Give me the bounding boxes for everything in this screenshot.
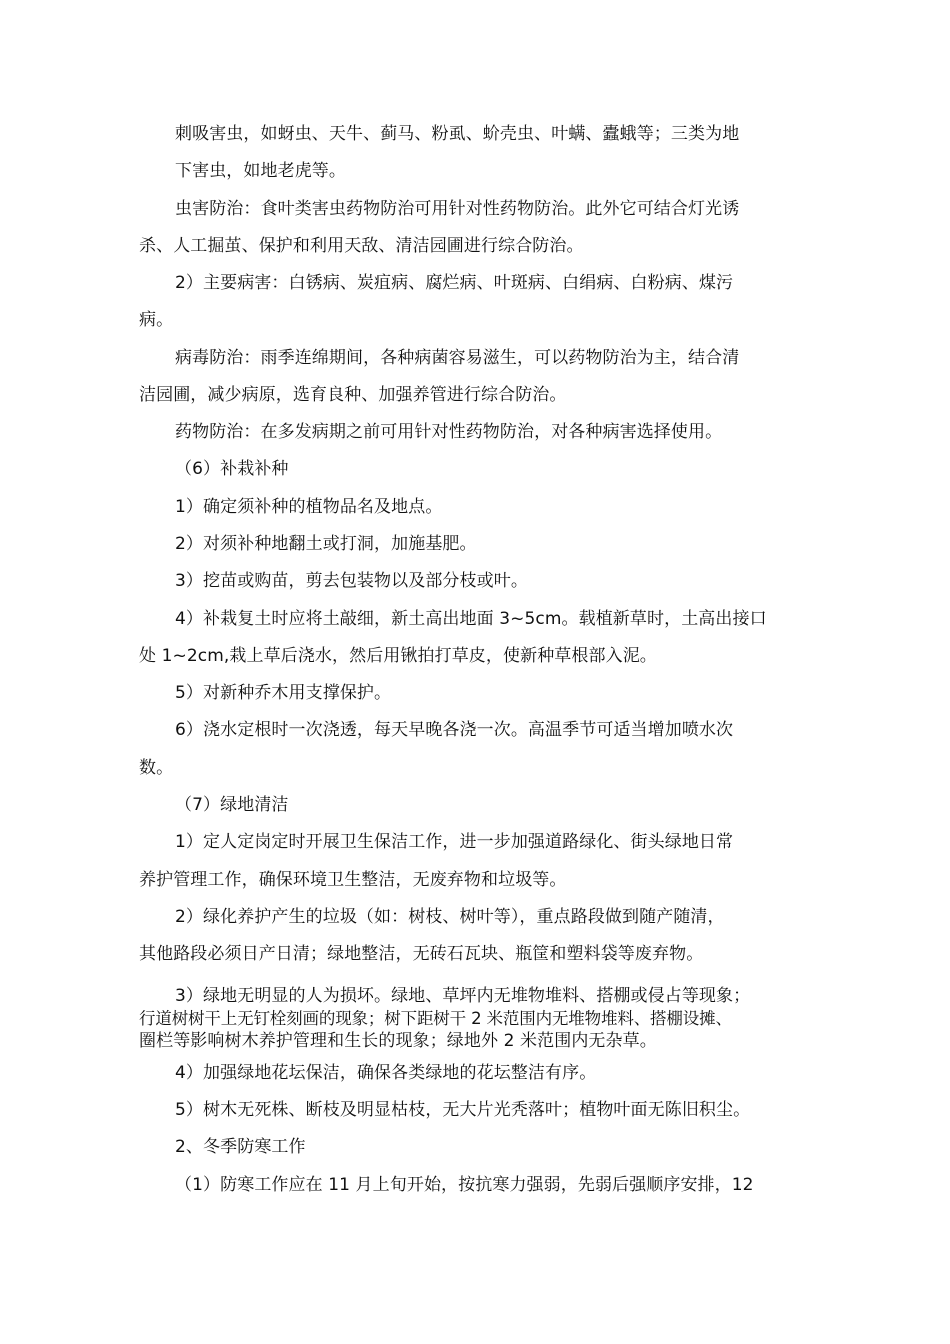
text-line: 处 1~2cm,栽上草后浇水，然后用锹拍打草皮，使新种草根部入泥。 [139,646,657,666]
text-line: 2）绿化养护产生的垃圾（如：树枝、树叶等），重点路段做到随产随清， [175,907,725,927]
text-line: 圈栏等影响树木养护管理和生长的现象；绿地外 2 米范围内无杂草。 [139,1031,657,1051]
text-line: 1）确定须补种的植物品名及地点。 [175,497,443,517]
text-line: 4）补栽复土时应将土敲细，新土高出地面 3~5cm。载植新草时，土高出接口 [175,609,767,629]
text-line: 3）绿地无明显的人为损坏。绿地、草坪内无堆物堆料、搭棚或侵占等现象； [175,986,751,1006]
text-line: 下害虫，如地老虎等。 [175,161,346,181]
text-line: 药物防治：在多发病期之前可用针对性药物防治，对各种病害选择使用。 [175,422,723,442]
text-line: 刺吸害虫，如蚜虫、天牛、蓟马、粉虱、蚧壳虫、叶螨、蠹蛾等；三类为地 [175,124,740,144]
text-line: 行道树树干上无钉栓刻画的现象；树下距树干 2 米范围内无堆物堆料、搭棚设摊、 [139,1009,732,1028]
section-heading: （6）补栽补种 [175,459,289,479]
section-heading: 2、冬季防寒工作 [175,1137,306,1157]
text-line: （1）防寒工作应在 11 月上旬开始，按抗寒力强弱，先弱后强顺序安排，12 [175,1175,754,1195]
text-line: 2）主要病害：白锈病、炭疽病、腐烂病、叶斑病、白绢病、白粉病、煤污 [175,273,734,293]
text-line: 1）定人定岗定时开展卫生保洁工作，进一步加强道路绿化、街头绿地日常 [175,832,734,852]
text-line: 虫害防治：食叶类害虫药物防治可用针对性药物防治。此外它可结合灯光诱 [175,199,740,219]
text-line: 5）对新种乔木用支撑保护。 [175,683,392,703]
text-line: 病毒防治：雨季连绵期间，各种病菌容易滋生，可以药物防治为主，结合清 [175,348,740,368]
text-line: 6）浇水定根时一次浇透，每天早晚各浇一次。高温季节可适当增加喷水次 [175,720,734,740]
text-line: 病。 [139,310,174,330]
text-line: 其他路段必须日产日清；绿地整洁，无砖石瓦块、瓶筐和塑料袋等废弃物。 [139,944,704,964]
text-line: 杀、人工掘茧、保护和利用天敌、清洁园圃进行综合防治。 [139,236,584,256]
text-line: 养护管理工作，确保环境卫生整洁，无废弃物和垃圾等。 [139,870,567,890]
text-line: 2）对须补种地翻土或打洞，加施基肥。 [175,534,477,554]
section-heading: （7）绿地清洁 [175,795,289,815]
text-line: 4）加强绿地花坛保洁，确保各类绿地的花坛整洁有序。 [175,1063,597,1083]
text-line: 数。 [139,758,174,778]
text-line: 洁园圃，减少病原，选育良种、加强养管进行综合防治。 [139,385,567,405]
text-line: 3）挖苗或购苗，剪去包装物以及部分枝或叶。 [175,571,528,591]
text-line: 5）树木无死株、断枝及明显枯枝，无大片光秃落叶；植物叶面无陈旧积尘。 [175,1100,751,1120]
